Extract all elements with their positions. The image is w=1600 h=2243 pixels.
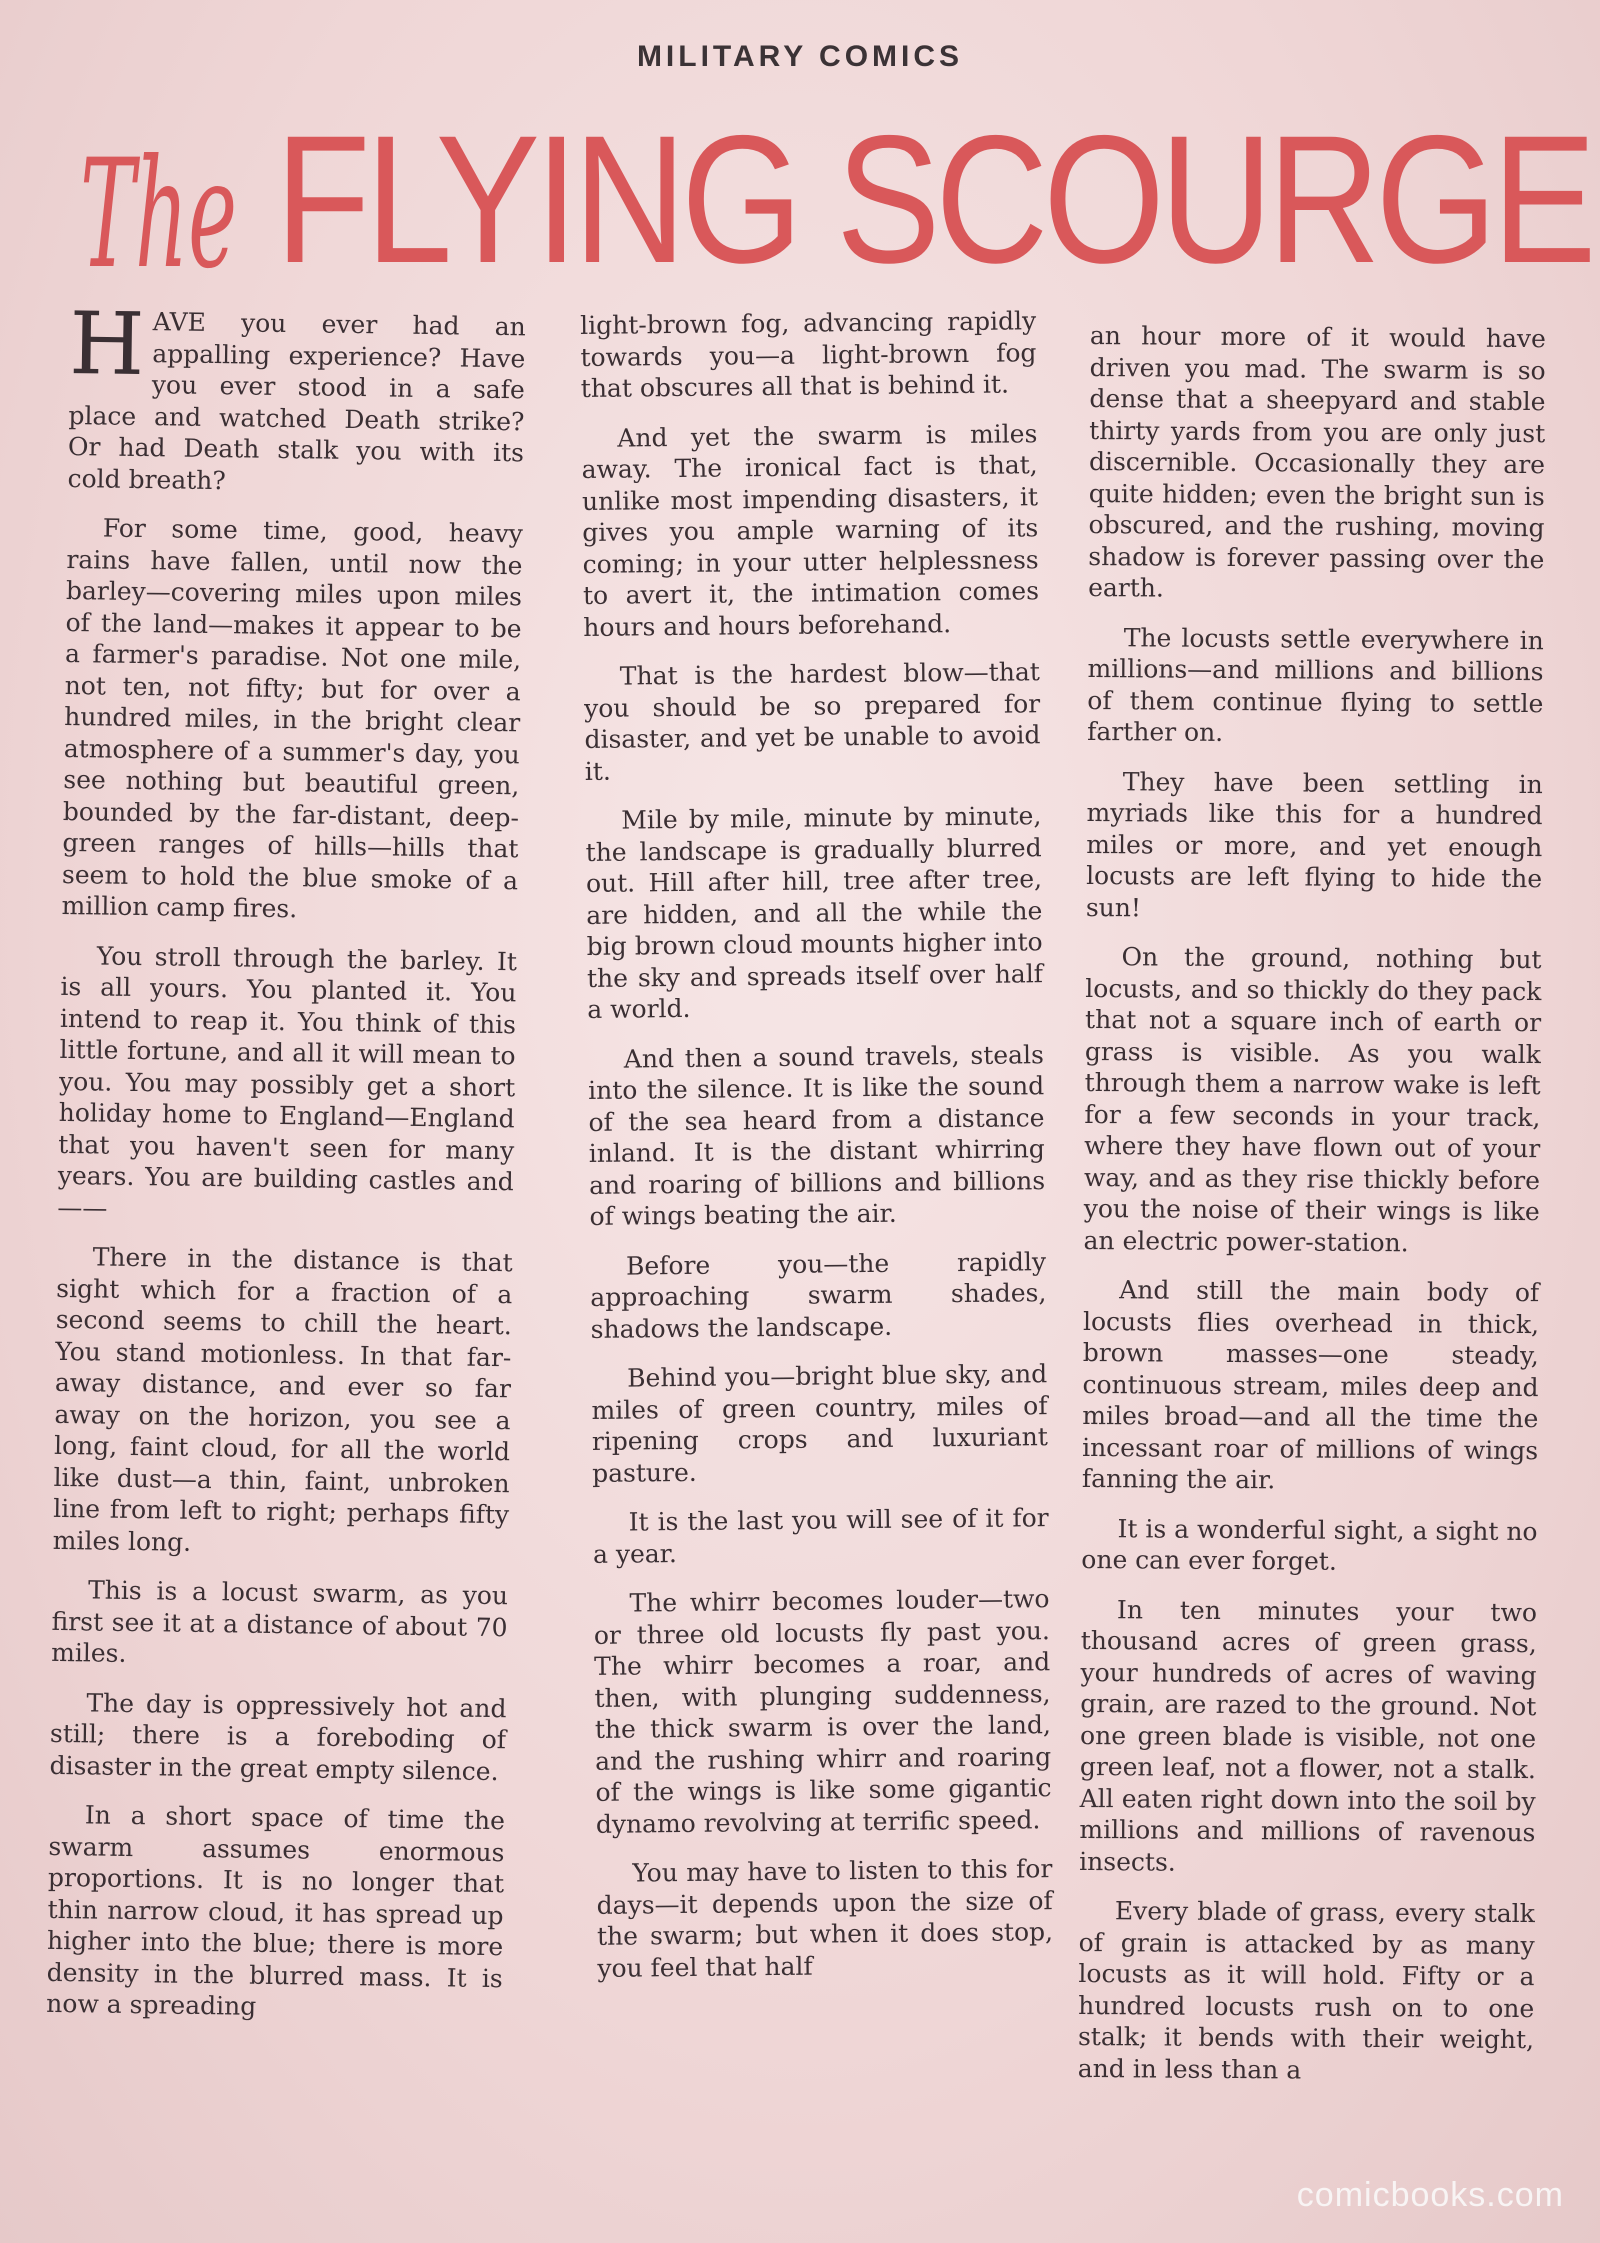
title-main: FLYING SCOURGE bbox=[275, 97, 1592, 301]
paragraph: There in the distance is that sight which for a fraction of a second seems to chill the heart. You stand motionless. In that far-away distance, and ever so far away on the horizon, you see a long, faint cloud, for all the world like dust—a thin, faint, unbroken line from left to right; perhaps fifty miles long. bbox=[52, 1242, 513, 1557]
header-label: MILITARY COMICS bbox=[636, 40, 964, 73]
paragraph: You stroll through the barley. It is all yours. You planted it. You intend to reap it. You think of this little fortune, and all it will mean to you. You may possibly get a short holiday home to England—England that you haven't seen for many years. You are building castles and—— bbox=[57, 940, 518, 1223]
paragraph: light-brown fog, advancing rapidly towards you—a light-brown fog that obscures all that is behind it. bbox=[580, 306, 1037, 403]
drop-cap: H bbox=[68, 294, 146, 396]
text-column-2 bbox=[580, 305, 1054, 2002]
paragraph bbox=[67, 294, 526, 500]
paragraph-text: AVE you ever had an appalling experience? Have you ever stood in a safe place and watched Death strike? Or had Death stalk you with its cold breath? bbox=[67, 307, 526, 495]
paragraph: Every blade of grass, every stalk of grain is attacked by as many locusts as it will hold. Fifty or a hundred locusts rush on to one stalk; it bends with their weight, and in less than a bbox=[1077, 1896, 1535, 2085]
paragraph: Behind you—bright blue sky, and miles of green country, miles of ripening crops and luxuriant pasture. bbox=[591, 1359, 1048, 1488]
paragraph: The whirr becomes louder—two or three old locusts fly past you. The whirr becomes a roar, and then, with plunging suddenness, the thick swarm is over the land, and the rushing whirr and roaring of the wings is like some gigantic dynamo revolving at terrific speed. bbox=[593, 1584, 1052, 1839]
paragraph: It is a wonderful sight, a sight no one can ever forget. bbox=[1081, 1513, 1538, 1576]
paragraph: Before you—the rapidly approaching swarm shades, shadows the landscape. bbox=[590, 1246, 1047, 1344]
paragraph: On the ground, nothing but locusts, and so thickly do they pack that not a square inch of earth or grass is visible. As you walk through them a narrow wake is left for a few seconds in your track, where they have flown out of your way, and as they rise thickly before you the noise of their wings is like an electric power-station. bbox=[1083, 942, 1542, 1257]
paragraph: It is the last you will see of it for a year. bbox=[592, 1503, 1049, 1569]
text-column-3 bbox=[1078, 320, 1546, 2105]
paragraph: In a short space of time the swarm assumes enormous proportions. It is no longer that thin narrow cloud, it has spread up higher into the blue; there is more density in the blurred mass. It is now a spreading bbox=[46, 1800, 506, 2021]
paragraph: They have been settling in myriads like this for a hundred miles or more, and yet enough locusts are left flying to hide the sun! bbox=[1085, 766, 1543, 922]
title-prefix: The bbox=[80, 128, 237, 302]
paragraph: And yet the swarm is miles away. The ironical fact is that, unlike most impending disasters, it gives you ample warning of its coming; in your utter helplessness to avert it, the intimation comes hours and hours beforehand. bbox=[581, 418, 1040, 642]
paragraph: And still the main body of locusts flies overhead in thick, brown masses—one steady, continuous stream, miles deep and miles broad—and all the time the incessant roar of millions of wings fanning the air. bbox=[1081, 1275, 1540, 1495]
paragraph: You may have to listen to this for days—it depends upon the size of the swarm; but when it does stop, you feel that half bbox=[596, 1854, 1054, 1983]
watermark: comicbooks.com bbox=[1296, 2176, 1564, 2214]
paragraph: Mile by mile, minute by minute, the landscape is gradually blurred out. Hill after hill, tree after tree, are hidden, and all the while the big brown cloud mounts higher into the sky and spreads itself over half a world. bbox=[585, 801, 1044, 1024]
paragraph: an hour more of it would have driven you mad. The swarm is so dense that a sheepyard and stable thirty yards from you are only just discernible. Occasionally they are quite hidden; even the bright sun is obscured, and the rushing, moving shadow is forever passing over the earth. bbox=[1088, 320, 1546, 603]
paragraph: The locusts settle everywhere in millions—and millions and billions of them continue flying to settle farther on. bbox=[1087, 622, 1544, 747]
text-column-1 bbox=[46, 294, 526, 2044]
story-title bbox=[80, 50, 1592, 302]
paragraph: For some time, good, heavy rains have fallen, until now the barley—covering miles upon miles of the land—makes it appear to be a farmer's paradise. Not one mile, not ten, not fifty; but for over a hundred miles, in the bright clear atmosphere of a summer's day, you see nothing but beautiful green, bounded by the far-distant, deep-green ranges of hills—hills that seem to hold the blue smoke of a million camp fires. bbox=[61, 513, 524, 924]
paragraph: That is the hardest blow—that you should be so prepared for disaster, and yet be unable to avoid it. bbox=[584, 657, 1041, 786]
paragraph: This is a locust swarm, as you first see it at a distance of about 70 miles. bbox=[50, 1575, 509, 1668]
paragraph: And then a sound travels, steals into the silence. It is like the sound of the sea heard from a distance inland. It is the distant whirring and roaring of billions and billions of wings beating the air. bbox=[588, 1039, 1046, 1231]
paragraph: In ten minutes your two thousand acres of green grass, your hundreds of acres of waving grain, are razed to the ground. Not one green blade is visible, not one green leaf, not a flower, not a stalk. All eaten right down into the soil by millions and millions of ravenous insects. bbox=[1079, 1594, 1538, 1877]
paragraph: The day is oppressively hot and still; there is a foreboding of disaster in the great empty silence. bbox=[49, 1687, 507, 1786]
